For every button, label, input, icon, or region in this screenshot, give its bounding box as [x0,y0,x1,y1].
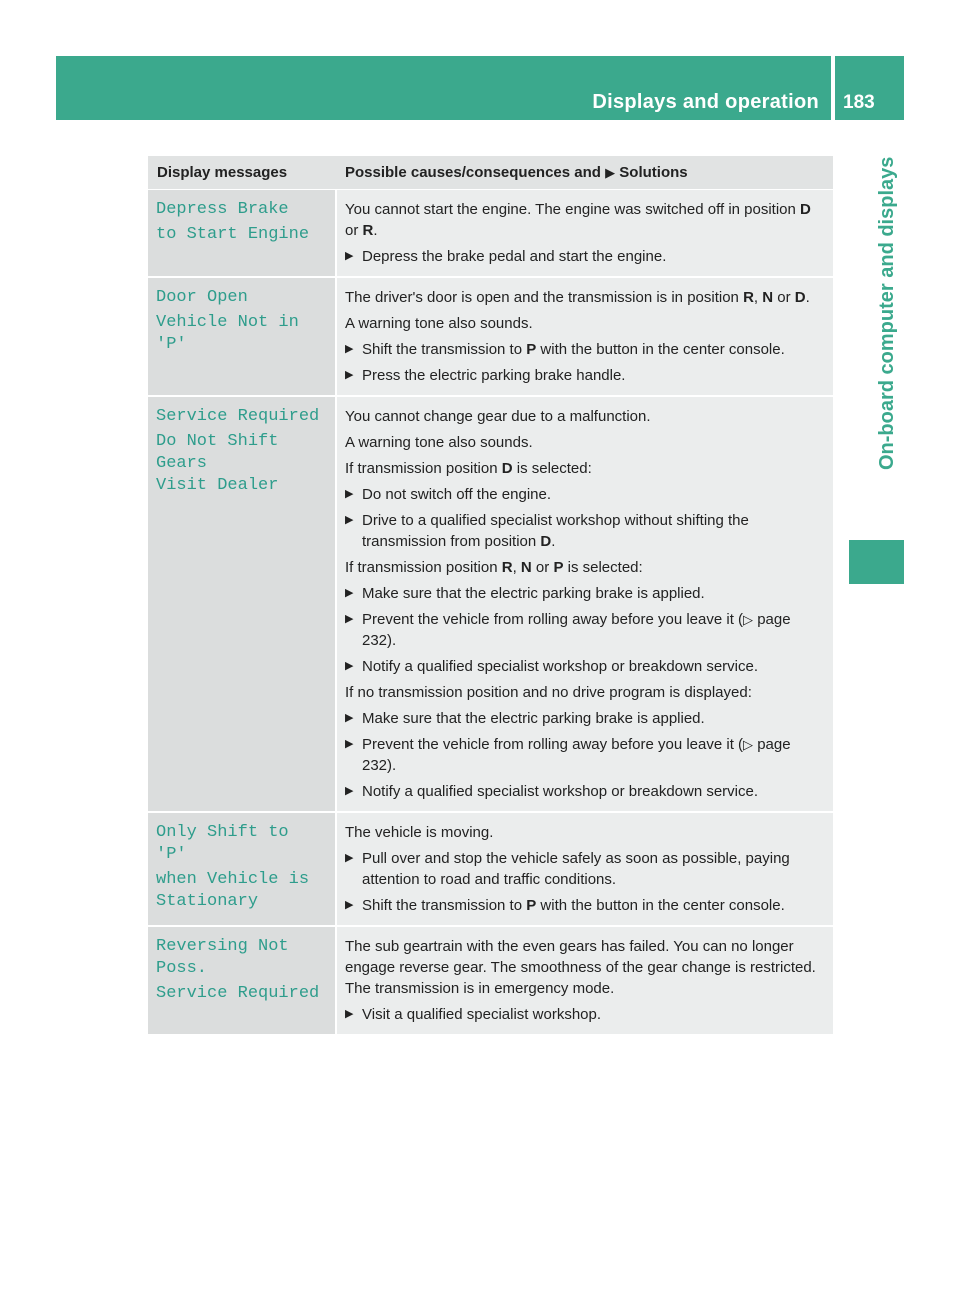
arrow-icon: ▶ [345,738,354,750]
display-message-cell [148,396,336,812]
display-messages-table [148,156,833,1036]
section-title: Displays and operation [592,91,819,113]
action-step: ▶ Shift the transmission to P with the button in the center console. [345,897,785,914]
display-line: Reversing Not Poss. [156,937,289,978]
solution-cell [336,190,833,278]
display-message-cell [148,190,336,278]
chapter-tab [849,120,904,530]
solution-cell [336,812,833,926]
action-step: ▶ Shift the transmission to P with the button in the center console. [345,341,785,358]
display-message [156,406,329,497]
display-line: Vehicle Not in 'P' [156,313,299,354]
col-header-causes-text: Possible causes/consequences and [345,164,601,181]
display-line: Depress Brake [156,200,289,219]
condition-text: If transmission position R, N or P is selected: [345,559,643,576]
display-message [156,199,329,246]
table-row [148,277,833,396]
arrow-icon: ▶ [345,488,354,500]
page-number-box [835,56,904,120]
table-row [148,396,833,812]
arrow-icon: ▶ [345,1008,354,1020]
chapter-tab-label: On-board computer and displays [876,156,898,470]
action-step: ▶ Notify a qualified specialist workshop or breakdown service. [345,658,759,675]
action-step: ▶ Depress the brake pedal and start the engine. [345,248,667,265]
display-line: Stationary [156,892,259,911]
table-header-row [148,156,833,190]
display-line: to Start Engine [156,225,310,244]
arrow-icon: ▶ [345,852,354,864]
arrow-icon: ▶ [345,899,354,911]
display-line: Service Required [156,984,320,1003]
display-message [156,822,329,913]
display-message [156,287,329,356]
page-number: 183 [843,92,875,113]
cause-text: A warning tone also sounds. [345,315,533,332]
page-reference-icon: ▷ [743,737,754,752]
action-step: ▶ Make sure that the electric parking brake is applied. [345,710,705,727]
table-row [148,926,833,1035]
header-bar [56,56,831,120]
arrow-icon: ▶ [345,369,354,381]
col-header-causes-solutions [336,156,833,190]
solution-cell [336,926,833,1035]
action-step: ▶ Drive to a qualified specialist workshop without shifting the transmission from position D. [345,512,749,550]
cause-text: You cannot change gear due to a malfunction. [345,408,651,425]
action-step: ▶ Notify a qualified specialist workshop or breakdown service. [345,783,759,800]
action-step: ▶ Prevent the vehicle from rolling away before you leave it (▷ page 232). [345,736,791,774]
action-step: ▶ Prevent the vehicle from rolling away before you leave it (▷ page 232). [345,611,791,649]
arrow-icon: ▶ [605,165,616,180]
display-line: Only Shift to 'P' [156,823,289,864]
display-line: Door Open [156,288,248,307]
arrow-icon: ▶ [345,343,354,355]
display-message-cell [148,926,336,1035]
solution-cell [336,396,833,812]
arrow-icon: ▶ [345,712,354,724]
display-line: when Vehicle is [156,870,310,889]
arrow-icon: ▶ [345,587,354,599]
col-header-display-messages: Display messages [148,156,336,190]
display-message-cell [148,277,336,396]
action-step: ▶ Do not switch off the engine. [345,486,552,503]
display-line: Do Not Shift Gears [156,432,279,473]
condition-text: If no transmission position and no drive program is displayed: [345,684,752,701]
chapter-tab-marker [849,540,904,584]
arrow-icon: ▶ [345,660,354,672]
display-line: Visit Dealer [156,476,279,495]
table-row [148,812,833,926]
cause-text: You cannot start the engine. The engine was switched off in position D or R. [345,201,811,239]
arrow-icon: ▶ [345,514,354,526]
arrow-icon: ▶ [345,785,354,797]
page-reference-icon: ▷ [743,612,754,627]
action-step: ▶ Pull over and stop the vehicle safely as soon as possible, paying attention to road and traffic conditions. [345,850,790,888]
arrow-icon: ▶ [345,250,354,262]
solution-cell [336,277,833,396]
cause-text: The sub geartrain with the even gears has failed. You can no longer engage reverse gear. The smoothness of the gear change is restricted. The transmission is in emergency mode. [345,938,816,997]
display-message-cell [148,812,336,926]
display-message [156,936,329,1005]
cause-text: A warning tone also sounds. [345,434,533,451]
action-step: ▶ Press the electric parking brake handle. [345,367,626,384]
table-row [148,190,833,278]
cause-text: The driver's door is open and the transmission is in position R, N or D. [345,289,810,306]
action-step: ▶ Visit a qualified specialist workshop. [345,1006,602,1023]
display-line: Service Required [156,407,320,426]
action-step: ▶ Make sure that the electric parking brake is applied. [345,585,705,602]
condition-text: If transmission position D is selected: [345,460,592,477]
col-header-solutions-text: Solutions [619,164,688,181]
cause-text: The vehicle is moving. [345,824,494,841]
arrow-icon: ▶ [345,613,354,625]
